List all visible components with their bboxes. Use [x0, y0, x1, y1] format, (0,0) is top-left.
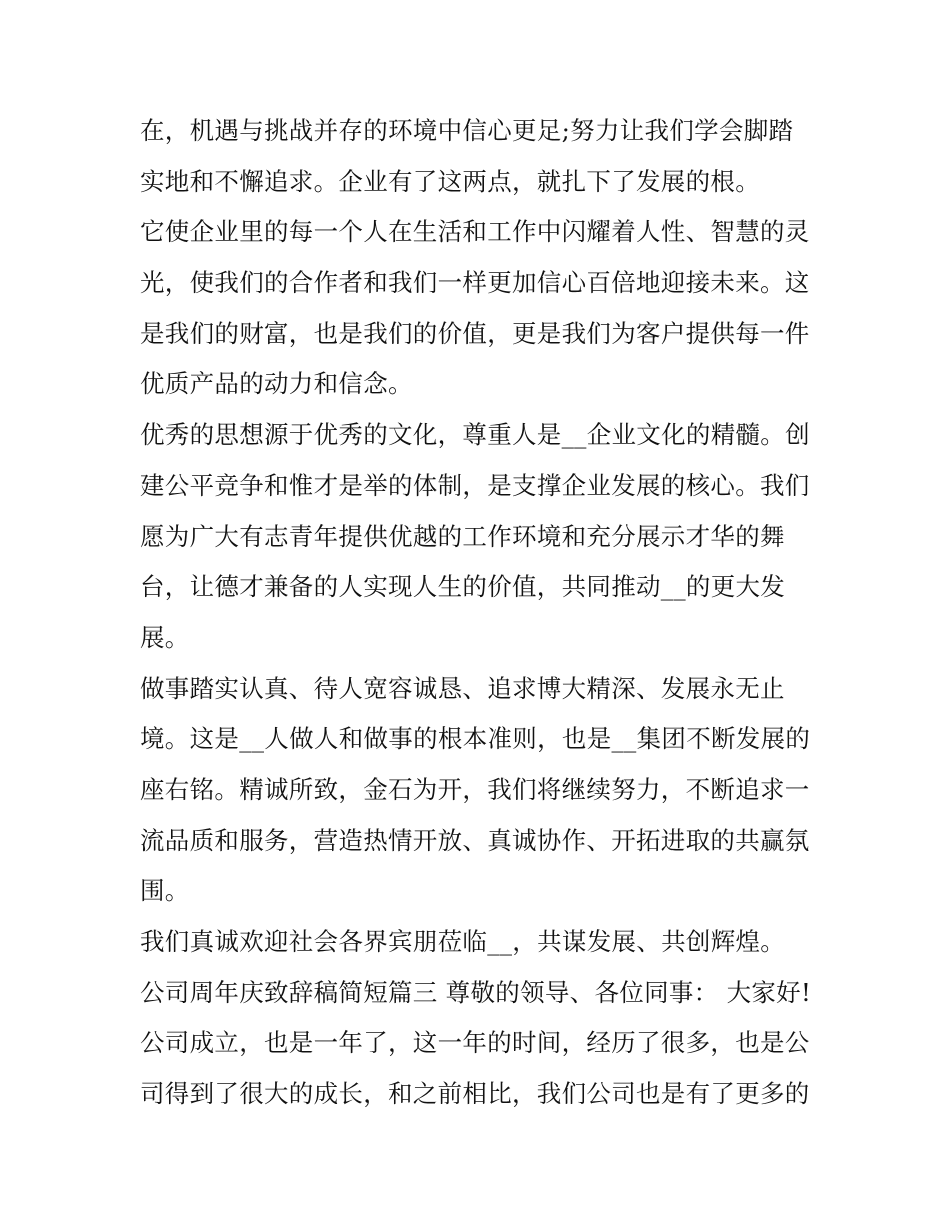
- text-line: 座右铭。精诚所致，金石为开，我们将继续努力，不断追求一: [140, 774, 810, 804]
- text-line: 是我们的财富，也是我们的价值，更是我们为客户提供每一件: [140, 318, 810, 348]
- text-line: 展。: [140, 622, 190, 652]
- text-line: 公司周年庆致辞稿简短篇三 尊敬的领导、各位同事： 大家好!: [140, 977, 812, 1007]
- text-line: 境。这是__人做人和做事的根本准则，也是__集团不断发展的: [140, 724, 811, 754]
- text-line: 在，机遇与挑战并存的环境中信心更足;努力让我们学会脚踏: [140, 116, 794, 145]
- text-line: 优质产品的动力和信念。: [140, 369, 413, 399]
- document-body: [140, 106, 830, 1120]
- text-line: 愿为广大有志青年提供优越的工作环境和充分展示才华的舞: [140, 521, 785, 551]
- text-line: 它使企业里的每一个人在生活和工作中闪耀着人性、智慧的灵: [140, 217, 810, 247]
- text-line: 公司成立，也是一年了，这一年的时间，经历了很多，也是公: [140, 1028, 810, 1058]
- text-line: 光，使我们的合作者和我们一样更加信心百倍地迎接未来。这: [140, 268, 810, 298]
- text-line: 我们真诚欢迎社会各界宾朋莅临__，共谋发展、共创辉煌。: [140, 927, 786, 956]
- text-line: 建公平竞争和惟才是举的体制，是支撑企业发展的核心。我们: [140, 470, 810, 500]
- text-line: 优秀的思想源于优秀的文化，尊重人是__企业文化的精髓。创: [140, 420, 810, 450]
- text-line: 台，让德才兼备的人实现人生的价值，共同推动__的更大发: [140, 572, 786, 602]
- text-line: 做事踏实认真、待人宽容诚恳、追求博大精深、发展永无止: [140, 673, 785, 703]
- text-line: 司得到了很大的成长，和之前相比，我们公司也是有了更多的: [140, 1079, 810, 1109]
- text-line: 流品质和服务，营造热情开放、真诚协作、开拓进取的共赢氛: [140, 825, 810, 855]
- text-line: 实地和不懈追求。企业有了这两点，就扎下了发展的根。: [140, 166, 760, 196]
- text-line: 围。: [140, 876, 190, 906]
